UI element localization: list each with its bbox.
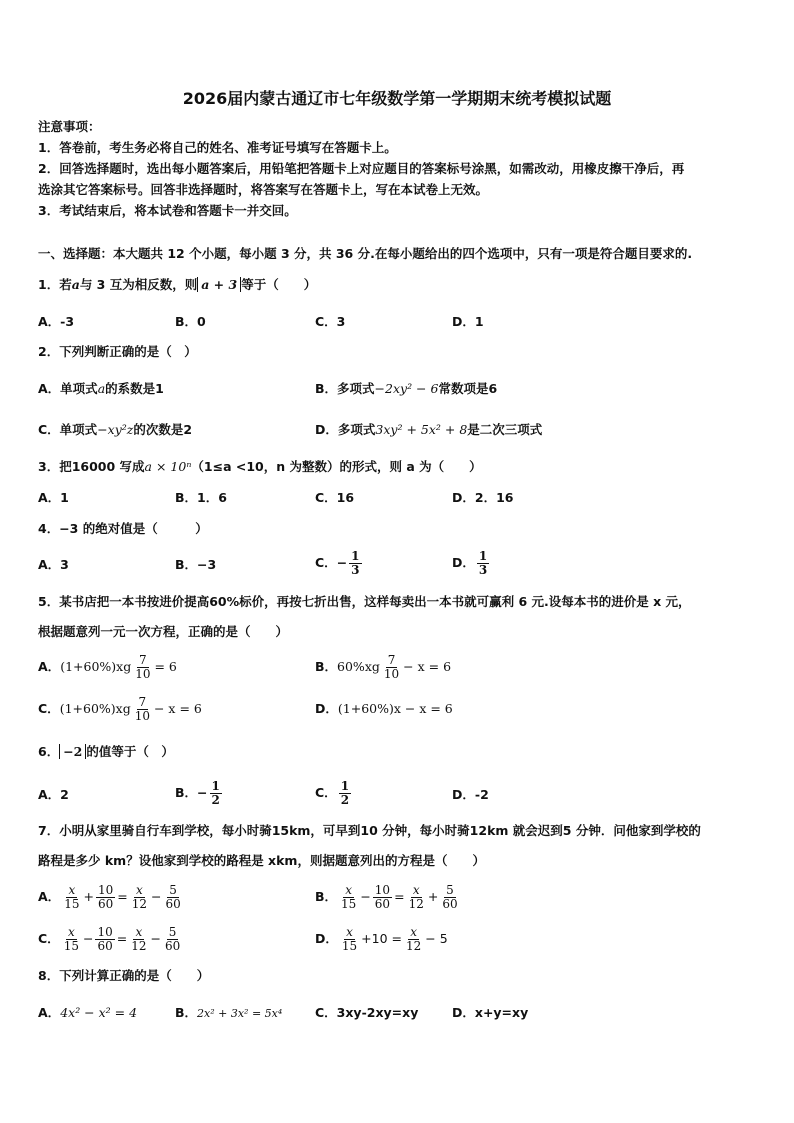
q7c-frac-3 [129,926,148,953]
q1-option-a: A．-3 [38,314,75,329]
q4d-label: D． [452,555,475,570]
notice-item-3: 3．考试结束后，将本试卷和答题卡一并交回。 [38,203,297,218]
q7a-f2-den: 60 [97,897,114,911]
q7c-f3-den: 12 [131,939,147,953]
q5-option-c [38,692,202,726]
question-5-line-2: 根据题意列一元一次方程，正确的是（ ） [38,624,289,639]
q7b-op1: − [360,889,371,904]
notice-item-1: 1．答卷前，考生务必将自己的姓名、准考证号填写在答题卡上。 [38,140,397,155]
q7c-label: C． [38,931,60,946]
q8-option-b [175,1004,282,1023]
q7b-f4-den: 60 [442,897,458,911]
q2c-pre: C．单项式 [38,422,98,437]
q3-option-c: C．16 [315,490,355,505]
q5b-num: 7 [387,653,396,667]
q6-option-a: A．2 [38,787,69,802]
q4c-label: C． [315,555,337,570]
q6c-num: 1 [340,779,350,793]
q5d-label: D． [315,701,338,716]
q7b-f2-den: 60 [374,897,391,911]
notice-item-2: 2．回答选择题时，选出每小题答案后，用铅笔把答题卡上对应题目的答案标号涂黑，如需改动，用橡皮擦干净后，再 [38,161,685,176]
q7-option-a [38,880,185,914]
q1-abs-expr: a + 3 [197,277,241,292]
q4-option-d [452,546,491,580]
q7c-f2-num: 10 [97,925,113,939]
q7a-frac-2 [96,884,115,911]
q7b-frac-2 [373,884,392,911]
q7b-f3-num: x [412,883,420,897]
q6c-den: 2 [340,793,350,807]
q7b-f4-num: 5 [446,883,454,897]
q6b-num: 1 [211,779,220,793]
q6c-fraction [339,780,351,807]
question-5-line-1: 5．某书店把一本书按进价提高60%标价，再按七折出售，这样每卖出一本书就可赢利 6 元.设每本书的进价是 x 元， [38,594,691,609]
q5-option-a [38,650,177,684]
q2a-pre: A．单项式 [38,381,98,396]
q3-post: （1≤a <10，n 为整数）的形式，则 a 为（ ） [191,459,482,474]
q4-option-c [315,546,364,580]
q2-option-d [315,421,542,439]
q2-option-a [38,380,164,398]
question-3-stem [38,458,482,476]
q7d-f1-num: x [346,925,353,939]
question-6-stem [38,743,174,761]
q6c-label: C． [315,785,337,800]
q7a-f3-den: 12 [131,897,147,911]
q6b-sign: − [197,785,208,800]
q4c-fraction [349,550,361,577]
q8-option-d: D．x+y=xy [452,1005,529,1020]
q8a-math: 4x² − x² = 4 [60,1005,138,1020]
q6-pre: 6． [38,744,60,759]
q2b-pre: B．多项式 [315,381,375,396]
q8a-label: A． [38,1005,61,1020]
q7b-frac-3 [407,884,426,911]
q3-option-b: B．1．6 [175,490,227,505]
q7a-f1-den: 15 [64,897,80,911]
q6b-label: B． [175,785,198,800]
q5c-fraction [133,696,152,723]
q7d-f1-den: 15 [341,939,358,953]
q7a-f2-num: 10 [97,883,114,897]
q7b-label: B． [315,889,338,904]
q5b-post: − x = 6 [403,659,452,674]
q4d-den: 3 [478,563,488,577]
q5a-den: 10 [135,667,151,681]
q5a-post: = 6 [154,659,177,674]
q7c-op2: − [150,931,161,946]
question-7-line-1: 7．小明从家里骑自行车到学校，每小时骑15km，可早到10 分钟，每小时骑12km 就会迟到5 分钟．问他家到学校的 [38,823,701,838]
q5d-math: (1+60%)x − x = 6 [337,701,453,716]
q7a-f4-den: 60 [165,897,181,911]
q2a-math: a [97,381,106,396]
question-7-line-2: 路程是多少 km？设他家到学校的路程是 xkm，则据题意列出的方程是（ ） [38,853,485,868]
q1-var: a [71,277,80,292]
q7b-f2-num: 10 [374,883,391,897]
q7b-f1-num: x [345,883,353,897]
q7a-frac-4 [163,884,182,911]
q2b-math: −2xy² − 6 [374,381,439,396]
question-2-stem: 2．下列判断正确的是（ ） [38,344,197,359]
q7a-f4-num: 5 [169,883,177,897]
q2b-post: 常数项是6 [438,381,498,396]
q2-option-c [38,421,192,439]
q7a-frac-3 [130,884,149,911]
q4c-den: 3 [351,563,360,577]
q2d-pre: D．多项式 [315,422,376,437]
q5b-den: 10 [383,667,400,681]
q7d-frac-2 [404,926,423,953]
q7a-op1: + [83,889,94,904]
q3-pre: 3．把16000 写成 [38,459,145,474]
q7d-post: − 5 [425,931,448,946]
notice-heading: 注意事项： [38,119,101,134]
q7c-frac-2 [95,926,114,953]
q7b-frac-4 [440,884,459,911]
question-4-stem: 4．−3 的绝对值是（ ） [38,521,208,536]
q6-option-c [315,776,353,810]
q5-option-d [315,700,453,718]
q2d-math: 3xy² + 5x² + 8 [375,422,468,437]
q8-option-c: C．3xy-2xy=xy [315,1005,419,1020]
q5c-label: C． [38,701,60,716]
q7a-frac-1 [62,884,81,911]
q7a-label: A． [38,889,61,904]
q5a-fraction [133,654,152,681]
q6b-den: 2 [211,793,220,807]
q7a-f3-num: x [135,883,143,897]
q5c-den: 10 [134,709,150,723]
q2c-post: 的次数是2 [133,422,193,437]
q3-math: a × 10ⁿ [144,459,192,474]
q2d-post: 是二次三项式 [467,422,543,437]
q4d-fraction [477,550,489,577]
q1-option-d: D．1 [452,314,484,329]
q5b-fraction [382,654,401,681]
q7b-f3-den: 12 [408,897,424,911]
q7-option-b [315,880,462,914]
q8b-label: B． [175,1005,198,1020]
q6b-fraction [210,780,222,807]
q7c-eq: = [116,931,128,946]
q7c-f4-num: 5 [168,925,177,939]
q5-option-b [315,650,451,684]
q7b-frac-1 [339,884,358,911]
q5a-num: 7 [139,653,147,667]
q7-option-c [38,922,184,956]
q1-option-c: C．3 [315,314,346,329]
q4-option-a: A．3 [38,557,69,572]
q5c-num: 7 [138,695,147,709]
q1-post: 等于（ ） [241,277,317,292]
q7d-frac-1 [340,926,359,953]
q4c-sign: − [336,555,348,570]
notice-item-2-cont: 选涂其它答案标号。回答非选择题时，将答案写在答题卡上，写在本试卷上无效。 [38,182,489,197]
section-heading: 一、选择题：本大题共 12 个小题，每小题 3 分，共 36 分.在每小题给出的四个选项中，只有一项是符合题目要求的. [38,246,693,261]
q7c-frac-1 [62,926,81,953]
q6-option-d: D．-2 [452,787,489,802]
q1-pre: 1．若 [38,277,72,292]
q7a-f1-num: x [68,883,76,897]
q7d-f2-num: x [410,925,418,939]
q5a-pre: (1+60%)xg [60,659,132,674]
page-title: 2026届内蒙古通辽市七年级数学第一学期期末统考模拟试题 [182,89,612,108]
q6-option-b [175,776,224,810]
q4-option-b: B．−3 [175,557,217,572]
q4c-num: 1 [351,549,360,563]
q7b-op2: + [427,889,439,904]
question-8-stem: 8．下列计算正确的是（ ） [38,968,210,983]
q2c-math: −xy²z [97,422,134,437]
q8-option-a [38,1004,137,1022]
q7c-f4-den: 60 [164,939,181,953]
q7c-f1-num: x [67,925,75,939]
q3-option-d: D．2．16 [452,490,514,505]
q3-option-a: A．1 [38,490,69,505]
q2a-post: 的系数是1 [105,381,164,396]
q7c-f3-num: x [135,925,143,939]
q5b-pre: 60%xg [337,659,380,674]
q4d-num: 1 [478,549,488,563]
q5c-post: − x = 6 [153,701,202,716]
q7d-label: D． [315,931,338,946]
q7d-f2-den: 12 [406,939,422,953]
q6-post: 的值等于（ ） [86,744,174,759]
q5c-pre: (1+60%)xg [59,701,131,716]
q7b-f1-den: 15 [341,897,357,911]
q7c-op1: − [82,931,94,946]
q7c-f2-den: 60 [97,939,113,953]
q7b-eq: = [394,889,405,904]
question-1-stem [38,276,316,294]
q6-abs-expr: −2 [59,744,86,759]
q7c-frac-4 [163,926,182,953]
q1-option-b: B．0 [175,314,206,329]
q7d-mid: +10 = [361,931,402,946]
q5b-label: B． [315,659,338,674]
q5a-label: A． [38,659,61,674]
q2-option-b [315,380,497,398]
q8b-math: 2x² + 3x² = 5x⁴ [197,1007,283,1020]
q7a-op2: − [151,889,162,904]
q7a-eq: = [117,889,128,904]
q1-mid: 与 3 互为相反数，则 [79,277,198,292]
q7-option-d [315,922,448,956]
q7c-f1-den: 15 [63,939,79,953]
